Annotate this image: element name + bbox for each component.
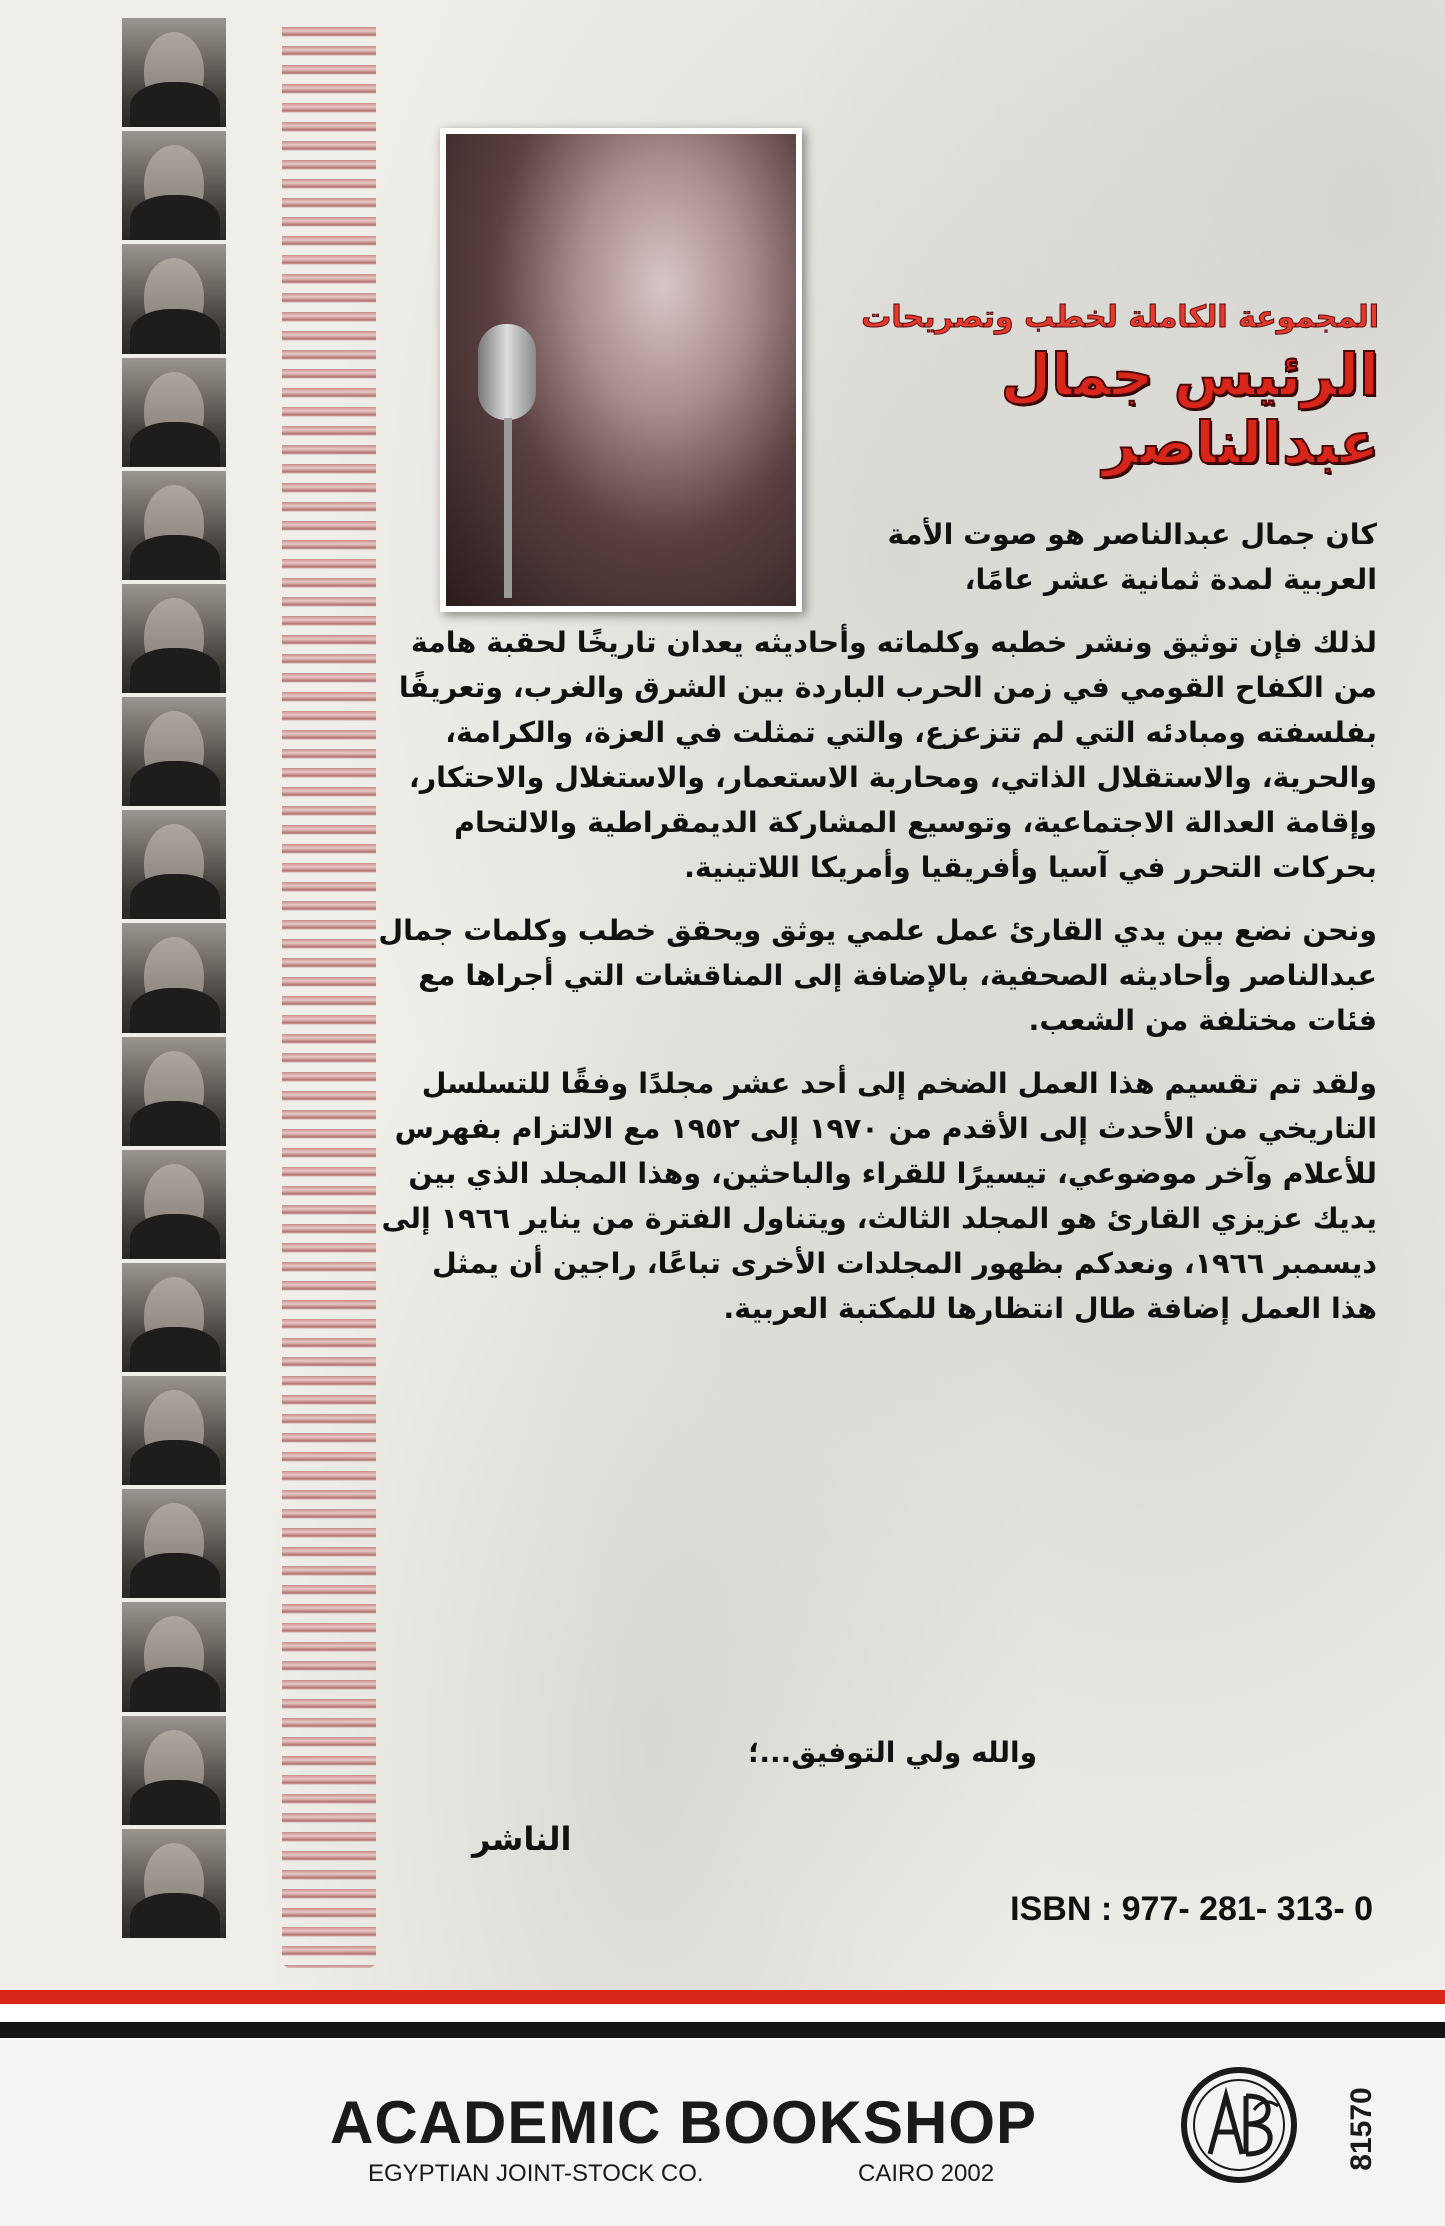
catalog-number: 81570 [1345,2087,1378,2171]
isbn: ISBN : 977- 281- 313- 0 [1010,1890,1373,1928]
strip-photo [122,358,226,467]
portrait-photo-strip [122,18,226,1938]
title-block [819,300,1379,477]
closing-line: والله ولي التوفيق...؛ [748,1736,1037,1769]
strip-photo [122,131,226,240]
strip-photo [122,1489,226,1598]
publisher-city-year: CAIRO 2002 [858,2160,995,2187]
strip-photo [122,1716,226,1825]
divider-white [0,2004,1445,2022]
publisher-signature: الناشر [472,1820,572,1858]
publisher-name: ACADEMIC BOOKSHOP [330,2089,1038,2156]
strip-photo [122,584,226,693]
strip-photo [122,1150,226,1259]
blurb-text [377,512,1377,1349]
spiral-binding [282,18,376,1968]
blurb-paragraph: ونحن نضع بين يدي القارئ عمل علمي يوثق ويحقق خطب وكلمات جمال عبدالناصر وأحاديثه الصحفية، بالإضافة إلى المناقشات التي أجراها مع فئات مختلفة من الشعب. [378,914,1377,1037]
strip-photo [122,244,226,353]
strip-photo [122,1376,226,1485]
strip-photo [122,1602,226,1711]
strip-photo [122,471,226,580]
strip-photo [122,1263,226,1372]
strip-photo [122,810,226,919]
publisher-logo [1180,2066,1298,2184]
strip-photo [122,18,226,127]
strip-photo [122,1037,226,1146]
strip-photo [122,923,226,1032]
divider-black [0,2022,1445,2038]
cover-title: الرئيس جمال عبدالناصر [1000,341,1379,477]
strip-photo [122,697,226,806]
blurb-paragraph: لذلك فإن توثيق ونشر خطبه وكلماته وأحاديثه يعدان تاريخًا لحقبة هامة من الكفاح القومي في زمن الحرب الباردة بين الشرق والغرب، وتعريفًا بفلسفته ومبادئه التي لم تتزعزع، والتي تمثلت في العزة، والكرامة، والحرية، والاستقلال الذاتي، ومحاربة الاستعمار، والاستغلال والاحتكار، وإقامة العدالة الاجتماعية، وتوسيع المشاركة الديمقراطية والالتحام بحركات التحرر في آسيا وأفريقيا وأمريكا اللاتينية. [398,626,1377,884]
blurb-paragraph: ولقد تم تقسيم هذا العمل الضخم إلى أحد عشر مجلدًا وفقًا للتسلسل التاريخي من الأحدث إلى الأقدم من ١٩٧٠ إلى ١٩٥٢ مع الالتزام بفهرس للأعلام وآخر موضوعي، تيسيرًا للقراء والباحثين، وهذا المجلد الذي بين يديك عزيزي القارئ هو المجلد الثالث، ويتناول الفترة من يناير ١٩٦٦ إلى ديسمبر ١٩٦٦، ونعدكم بظهور المجلدات الأخرى تباعًا، راجين أن يمثل هذا العمل إضافة طال انتظارها للمكتبة العربية. [381,1067,1377,1325]
strip-photo [122,1829,226,1938]
publisher-company: EGYPTIAN JOINT-STOCK CO. [368,2160,704,2187]
cover-subtitle: المجموعة الكاملة لخطب وتصريحات [861,300,1379,335]
blurb-paragraph: كان جمال عبدالناصر هو صوت الأمة العربية لمدة ثمانية عشر عامًا، [887,518,1377,596]
divider-red [0,1990,1445,2004]
